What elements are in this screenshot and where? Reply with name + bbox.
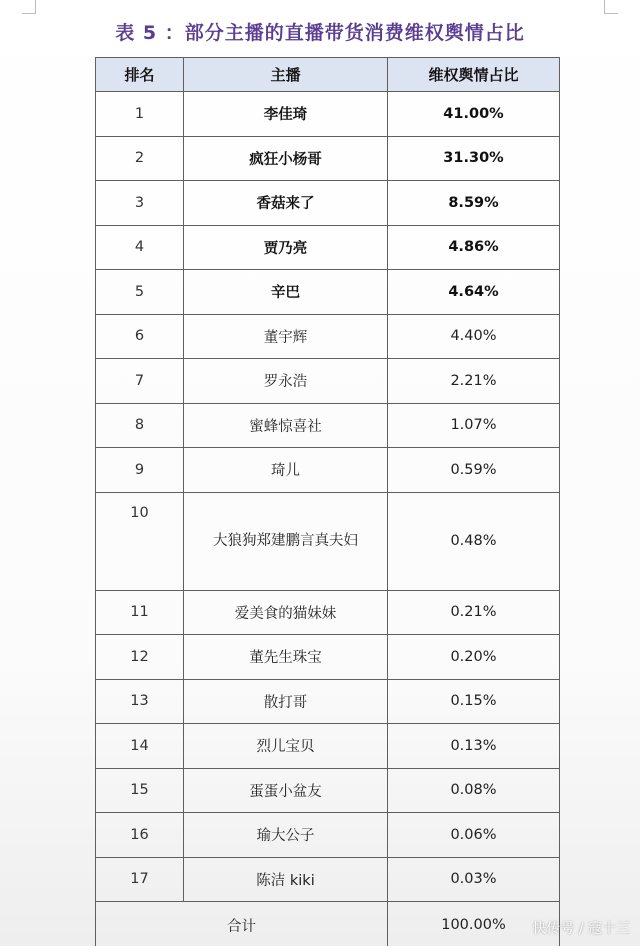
- table-row: [96, 403, 560, 448]
- streamer-cell: 琦儿: [184, 448, 388, 493]
- streamer-cell: 辛巴: [184, 270, 388, 315]
- streamer-cell: 香菇来了: [184, 181, 388, 226]
- rank-cell: 14: [96, 724, 184, 769]
- table-row: [96, 270, 560, 315]
- rank-cell: 15: [96, 768, 184, 813]
- rank-cell: 17: [96, 857, 184, 902]
- streamer-cell: 大狼狗郑建鹏言真夫妇: [184, 492, 388, 590]
- streamer-cell: 董宇辉: [184, 314, 388, 359]
- table-row: [96, 590, 560, 635]
- streamer-cell: 陈洁 kiki: [184, 857, 388, 902]
- rank-cell: 8: [96, 403, 184, 448]
- source-watermark: 快传号 / 寇十三: [532, 921, 630, 937]
- total-row: [96, 902, 560, 946]
- total-share: 100.00%: [388, 902, 560, 946]
- rank-cell: 5: [96, 270, 184, 315]
- streamer-cell: 蜜蜂惊喜社: [184, 403, 388, 448]
- streamer-cell: 散打哥: [184, 679, 388, 724]
- table-row: [96, 181, 560, 226]
- rank-cell: 12: [96, 635, 184, 680]
- table-row: [96, 225, 560, 270]
- total-label: 合计: [96, 902, 388, 946]
- table-caption: 表 5 ：部分主播的直播带货消费维权舆情占比: [115, 22, 525, 44]
- rank-cell: 7: [96, 359, 184, 404]
- table-row: [96, 492, 560, 590]
- table-row: [96, 314, 560, 359]
- ranking-table: [95, 57, 560, 946]
- streamer-cell: 爱美食的猫妹妹: [184, 590, 388, 635]
- share-cell: 0.06%: [388, 813, 560, 858]
- rank-cell: 3: [96, 181, 184, 226]
- rank-cell: 11: [96, 590, 184, 635]
- share-cell: 31.30%: [388, 136, 560, 181]
- share-cell: 4.64%: [388, 270, 560, 315]
- streamer-cell: 疯狂小杨哥: [184, 136, 388, 181]
- share-cell: 0.59%: [388, 448, 560, 493]
- share-cell: 4.40%: [388, 314, 560, 359]
- rank-cell: 1: [96, 92, 184, 137]
- share-cell: 0.20%: [388, 635, 560, 680]
- table-row: [96, 857, 560, 902]
- header-row: [96, 58, 560, 92]
- table-row: [96, 92, 560, 137]
- rank-cell: 13: [96, 679, 184, 724]
- table-row: [96, 679, 560, 724]
- streamer-cell: 蛋蛋小盆友: [184, 768, 388, 813]
- share-cell: 0.21%: [388, 590, 560, 635]
- streamer-cell: 贾乃亮: [184, 225, 388, 270]
- rank-cell: 2: [96, 136, 184, 181]
- table-row: [96, 635, 560, 680]
- rank-cell: 9: [96, 448, 184, 493]
- table-row: [96, 724, 560, 769]
- rank-cell: 16: [96, 813, 184, 858]
- share-cell: 0.03%: [388, 857, 560, 902]
- share-cell: 41.00%: [388, 92, 560, 137]
- share-cell: 4.86%: [388, 225, 560, 270]
- rank-cell: 10: [96, 492, 184, 590]
- rank-cell: 6: [96, 314, 184, 359]
- share-cell: 0.08%: [388, 768, 560, 813]
- table-footer: [96, 902, 560, 946]
- streamer-cell: 董先生珠宝: [184, 635, 388, 680]
- streamer-cell: 烈儿宝贝: [184, 724, 388, 769]
- header-rank: 排名: [96, 58, 184, 92]
- share-cell: 0.15%: [388, 679, 560, 724]
- share-cell: 1.07%: [388, 403, 560, 448]
- crop-mark-left: [22, 0, 36, 14]
- share-cell: 0.13%: [388, 724, 560, 769]
- header-share: 维权舆情占比: [388, 58, 560, 92]
- table-row: [96, 359, 560, 404]
- header-streamer: 主播: [184, 58, 388, 92]
- share-cell: 8.59%: [388, 181, 560, 226]
- streamer-cell: 瑜大公子: [184, 813, 388, 858]
- crop-mark-right: [604, 0, 618, 14]
- rank-cell: 4: [96, 225, 184, 270]
- table-row: [96, 136, 560, 181]
- share-cell: 0.48%: [388, 492, 560, 590]
- share-cell: 2.21%: [388, 359, 560, 404]
- table-row: [96, 813, 560, 858]
- streamer-cell: 罗永浩: [184, 359, 388, 404]
- table-row: [96, 768, 560, 813]
- table-header: [96, 58, 560, 92]
- table-body: [96, 92, 560, 902]
- table-row: [96, 448, 560, 493]
- streamer-cell: 李佳琦: [184, 92, 388, 137]
